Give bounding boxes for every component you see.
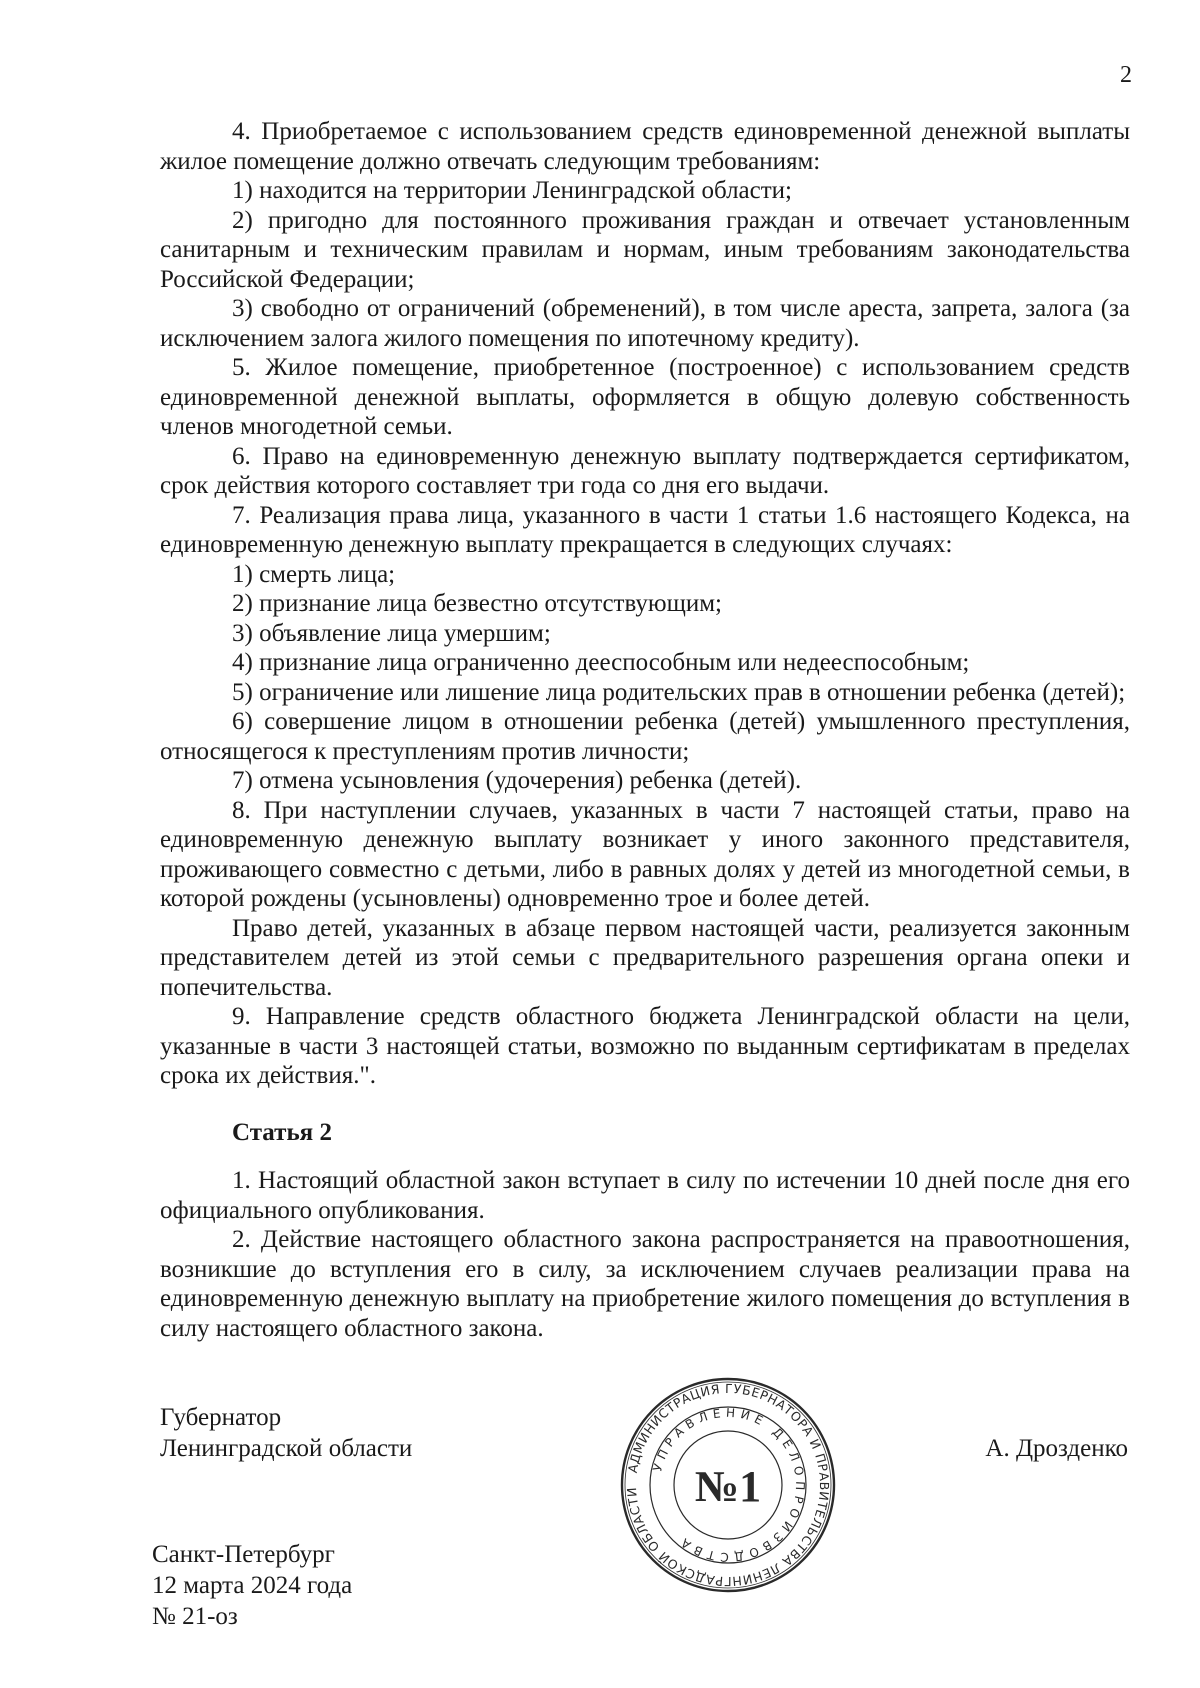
page-number: 2 <box>1120 62 1132 88</box>
document-body <box>160 117 1130 1343</box>
paragraph: 7. Реализация права лица, указанного в части 1 статьи 1.6 настоящего Кодекса, на единовременную денежную выплату прекращается в следующих случаях: <box>160 501 1130 558</box>
seal-center-number: №1 <box>694 1462 762 1511</box>
list-item: 2) признание лица безвестно отсутствующим; <box>232 590 723 617</box>
signatory-position-line: Ленинградской области <box>160 1435 413 1462</box>
list-item: 3) объявление лица умершим; <box>232 619 551 647</box>
official-seal <box>618 1375 838 1595</box>
seal-inner-text: УПРАВЛЕНИЕ ДЕЛОПРОИЗВОДСТВА <box>650 1405 808 1565</box>
paragraph: 5. Жилое помещение, приобретенное (построенное) с использованием средств единовременной денежной выплаты, оформляется в общую долевую собственность членов многодетной семьи. <box>160 354 1130 440</box>
paragraph: 2. Действие настоящего областного закона распространяется на правоотношения, возникшие до вступления его в силу, за исключением случаев реализации права на единовременную денежную выплату на приобретение жилого помещения до вступления в силу настоящего областного закона. <box>160 1226 1130 1342</box>
list-item: 6) совершение лицом в отношении ребенка (детей) умышленного преступления, относящегося к преступлениям против личности; <box>160 708 1130 765</box>
list-item: 4) признание лица ограниченно дееспособным или недееспособным; <box>232 649 970 676</box>
paragraph: Право детей, указанных в абзаце первом настоящей части, реализуется законным представителем детей из этой семьи с предварительного разрешения органа опеки и попечительства. <box>160 914 1130 1001</box>
signatory-position <box>160 1402 412 1464</box>
seal-graphic <box>618 1375 838 1595</box>
document-number: № 21-оз <box>152 1603 238 1630</box>
document-date: 12 марта 2024 года <box>152 1572 353 1599</box>
list-item: 1) находится на территории Ленинградской области; <box>232 177 792 204</box>
paragraph: 9. Направление средств областного бюджета Ленинградской области на цели, указанные в части 3 настоящей статьи, возможно по выданным сертификатам в пределах срока их действия.". <box>160 1003 1130 1089</box>
list-item: 3) свободно от ограничений (обременений), в том числе ареста, запрета, залога (за исключением залога жилого помещения по ипотечному кредиту). <box>160 295 1130 352</box>
list-item: 5) ограничение или лишение лица родительских прав в отношении ребенка (детей); <box>232 678 1126 706</box>
paragraph: 8. При наступлении случаев, указанных в части 7 настоящей статьи, право на единовременную денежную выплату возникает у иного законного представителя, проживающего совместно с детьми, либо в равных долях у детей из многодетной семьи, в которой рождены (усыновлены) одновременно трое и более детей. <box>160 796 1130 912</box>
seal-outer-text: АДМИНИСТРАЦИЯ ГУБЕРНАТОРА И ПРАВИТЕЛЬСТВА ЛЕНИНГРАДСКОЙ ОБЛАСТИ <box>623 1380 833 1590</box>
signatory-name: А. Дрозденко <box>985 1435 1128 1462</box>
paragraph: 6. Право на единовременную денежную выплату подтверждается сертификатом, срок действия которого составляет три года со дня его выдачи. <box>160 442 1130 499</box>
list-item: 2) пригодно для постоянного проживания граждан и отвечает установленным санитарным и техническим правилам и нормам, иным требованиям законодательства Российской Федерации; <box>160 206 1130 293</box>
place-date-number <box>152 1539 352 1632</box>
article-heading: Статья 2 <box>232 1118 332 1146</box>
paragraph: 1. Настоящий областной закон вступает в силу по истечении 10 дней после дня его официального опубликования. <box>160 1167 1130 1224</box>
paragraph: 4. Приобретаемое с использованием средств единовременной денежной выплаты жилое помещение должно отвечать следующим требованиям: <box>160 118 1130 175</box>
signatory-position-line: Губернатор <box>160 1404 282 1431</box>
place-city: Санкт-Петербург <box>152 1541 335 1568</box>
list-item: 7) отмена усыновления (удочерения) ребенка (детей). <box>232 767 802 794</box>
list-item: 1) смерть лица; <box>232 560 396 588</box>
